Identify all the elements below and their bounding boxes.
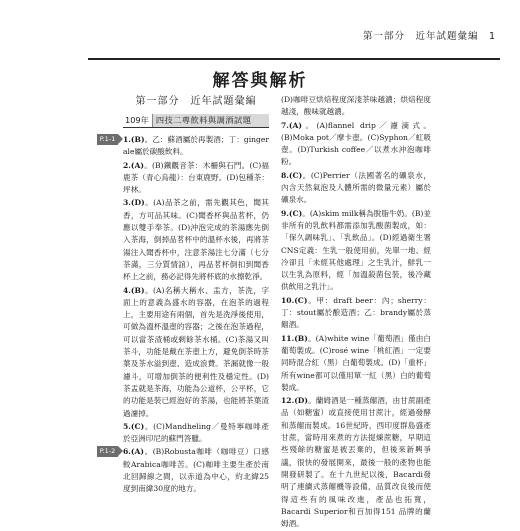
answer-item <box>123 285 269 420</box>
header-rule <box>88 58 500 60</box>
left-column <box>99 92 269 497</box>
right-column <box>281 94 431 531</box>
answer-item <box>281 333 431 394</box>
answer-explanation: 。(C)Mandheling／曼特寧咖啡產於亞洲印尼的蘇門答臘。 <box>123 421 269 444</box>
answer-item <box>123 197 269 283</box>
exam-heading <box>123 114 269 128</box>
answer-item <box>99 134 269 159</box>
answer-number: 9.(C) <box>281 208 303 218</box>
answer-item <box>281 170 431 207</box>
exam-year: 109年 <box>125 115 149 125</box>
answer-explanation: 。(A)white wine「葡萄酒」僅由白葡萄製成。(C)rosé wine「桃紅酒」一定要同時混合紅（黑）白葡萄製成。(D)「重杯」所有wine都可以僅用單一紅（黑）白的葡萄製成。 <box>281 333 431 392</box>
answer-number: 4.(B) <box>123 285 145 295</box>
answer-explanation: 。(A)名稱大稱水、盂方，茶洗，字面上的意義為盛水的容器，在泡茶的過程上，主要用途有兩個，首先是洗淨後使用，可做為溫杯溫壺的容器；之後在泡茶過程，可以當茶渣桶或剩餘茶水桶。(C)茶湯又叫茶斗，功能是戴在茶壺上方，避免倒茶時茶葉及茶水溢到壺、造成浪費。茶漏就像一般濾斗，可增加倒茶的便利性及穩定性。(D)茶盂就是茶海，功能為公道杯，公平杯，它的功能是裝已經泡好的茶湯，也能將茶葉渣過濾掉。 <box>123 285 269 418</box>
page-ref-tag: P.1-2 <box>97 446 118 457</box>
answer-explanation: 。(A)flannel drip／濾滴式。(B)Moka pot／摩卡壺。(C)Syphon／虹吸壺。(D)Turkish coffee／以煮水沖泡咖啡粉。 <box>281 120 431 167</box>
answer-list-right <box>281 94 431 530</box>
answer-explanation: 。(A)品茶之前，需先觀其色，聞其香，方可品其味。(C)聞香杯與品茗杯，仍應以雙手奉茶。(D)沖泡完成的茶湯應先倒入茶海，倒掉品茗杯中的溫杯水後，再將茶湯注入聞香杯中，注意茶湯注七分滿（七分茶滿，三分質情誼），再品茗杯倒扣到聞香杯上之前，務必記得先將杯底的水擦乾淨。 <box>123 198 269 282</box>
answer-number: 5.(C) <box>123 421 145 431</box>
answer-list-left <box>99 134 269 496</box>
answer-item <box>281 94 431 119</box>
answer-item <box>123 160 269 197</box>
answer-item <box>99 446 269 495</box>
part-heading: 第一部分 近年試題彙編 <box>135 96 257 107</box>
answer-number: 6.(A) <box>123 447 145 457</box>
answer-number: 10.(C) <box>281 295 308 305</box>
answer-number: 8.(C) <box>281 170 303 180</box>
answer-explanation: 。(B)Robusta咖啡（咖啡豆）口感較Arabica咖啡苦。(C)咖啡主要生產於南北回歸線之間，以赤道為中心，約北緯25度到南緯30度的地方。 <box>123 447 269 494</box>
exam-name: 四技二專飲料與調酒試題 <box>152 114 269 127</box>
answer-explanation: 。乙：蘇酒屬於再製酒；丁：ginger ale屬於碳酸飲料。 <box>123 135 269 157</box>
answer-item <box>281 208 431 294</box>
answer-item <box>281 395 431 530</box>
page-title: 解答與解析 <box>212 71 308 91</box>
answer-explanation: 。(C)Perrier（法國著名的礦泉水，內含天然氣泡及人體所需的微量元素）屬於礦泉水。 <box>281 170 431 205</box>
answer-item <box>281 120 431 169</box>
answer-number: 7.(A) <box>281 120 303 130</box>
answer-explanation: 。(A)skim milk稱為脫脂牛奶。(B)並非所有的乳飲料都需添加乳酸菌製成，如：「保久調味乳」、「乳飲品」。(D)經過衛生署CNS定義：生乳一般使用前，先單一地、經冷卻且「未經其他處理」之生乳汁，鮮乳一以生乳為原料，經「加溫殺菌包裝，後冷藏供飲用之乳汁」。 <box>281 208 431 292</box>
answer-number: 11.(B) <box>281 333 308 343</box>
running-header: 第一部分 近年試題彙編 1 <box>362 31 496 42</box>
page-ref-tag: P.1-1 <box>97 134 118 145</box>
answer-number: 3.(D) <box>123 198 145 208</box>
answer-explanation: 。蘭姆酒是一種蒸餾酒，由甘蔗副產品（如糖蜜）或直接使用甘蔗汁，經過發酵和蒸餾而製成。16世紀時，西印度群島盛產甘蔗，當時用來煮的方法提煉蔗糖，早期這些殘餘的糖蜜是被丟棄的，但後來新興爭議，很快的發展開來，最後一般的產物也能開發研製了。在十九世紀以後，Bacardi發明了連續式蒸餾機等設備，品質改良後而使得這些有的風味改進，產品也拓寬，Bacardi Superior和百加得151 品牌的蘭姆酒。 <box>281 396 431 529</box>
answer-item <box>123 421 269 446</box>
answer-explanation: 。(B)鐵觀音茶：木柵與石門。(C)福鹿茶（青心烏龍）：台東鹿野。(D)包種茶：坪林。 <box>123 160 269 195</box>
answer-number: 2.(A) <box>123 160 145 170</box>
answer-explanation: (D)咖啡豆烘焙程度深淺茶味越濃；烘焙程度越淺，酸味就越濃。 <box>281 95 431 117</box>
answer-number: 1.(B) <box>123 135 145 144</box>
answer-explanation: 。甲：draft beer：內；sherry：丁：stout屬於酿造酒；乙：brandy屬於蒸餾酒。 <box>281 295 431 330</box>
answer-number: 12.(D) <box>281 396 308 406</box>
answer-item <box>281 295 431 332</box>
